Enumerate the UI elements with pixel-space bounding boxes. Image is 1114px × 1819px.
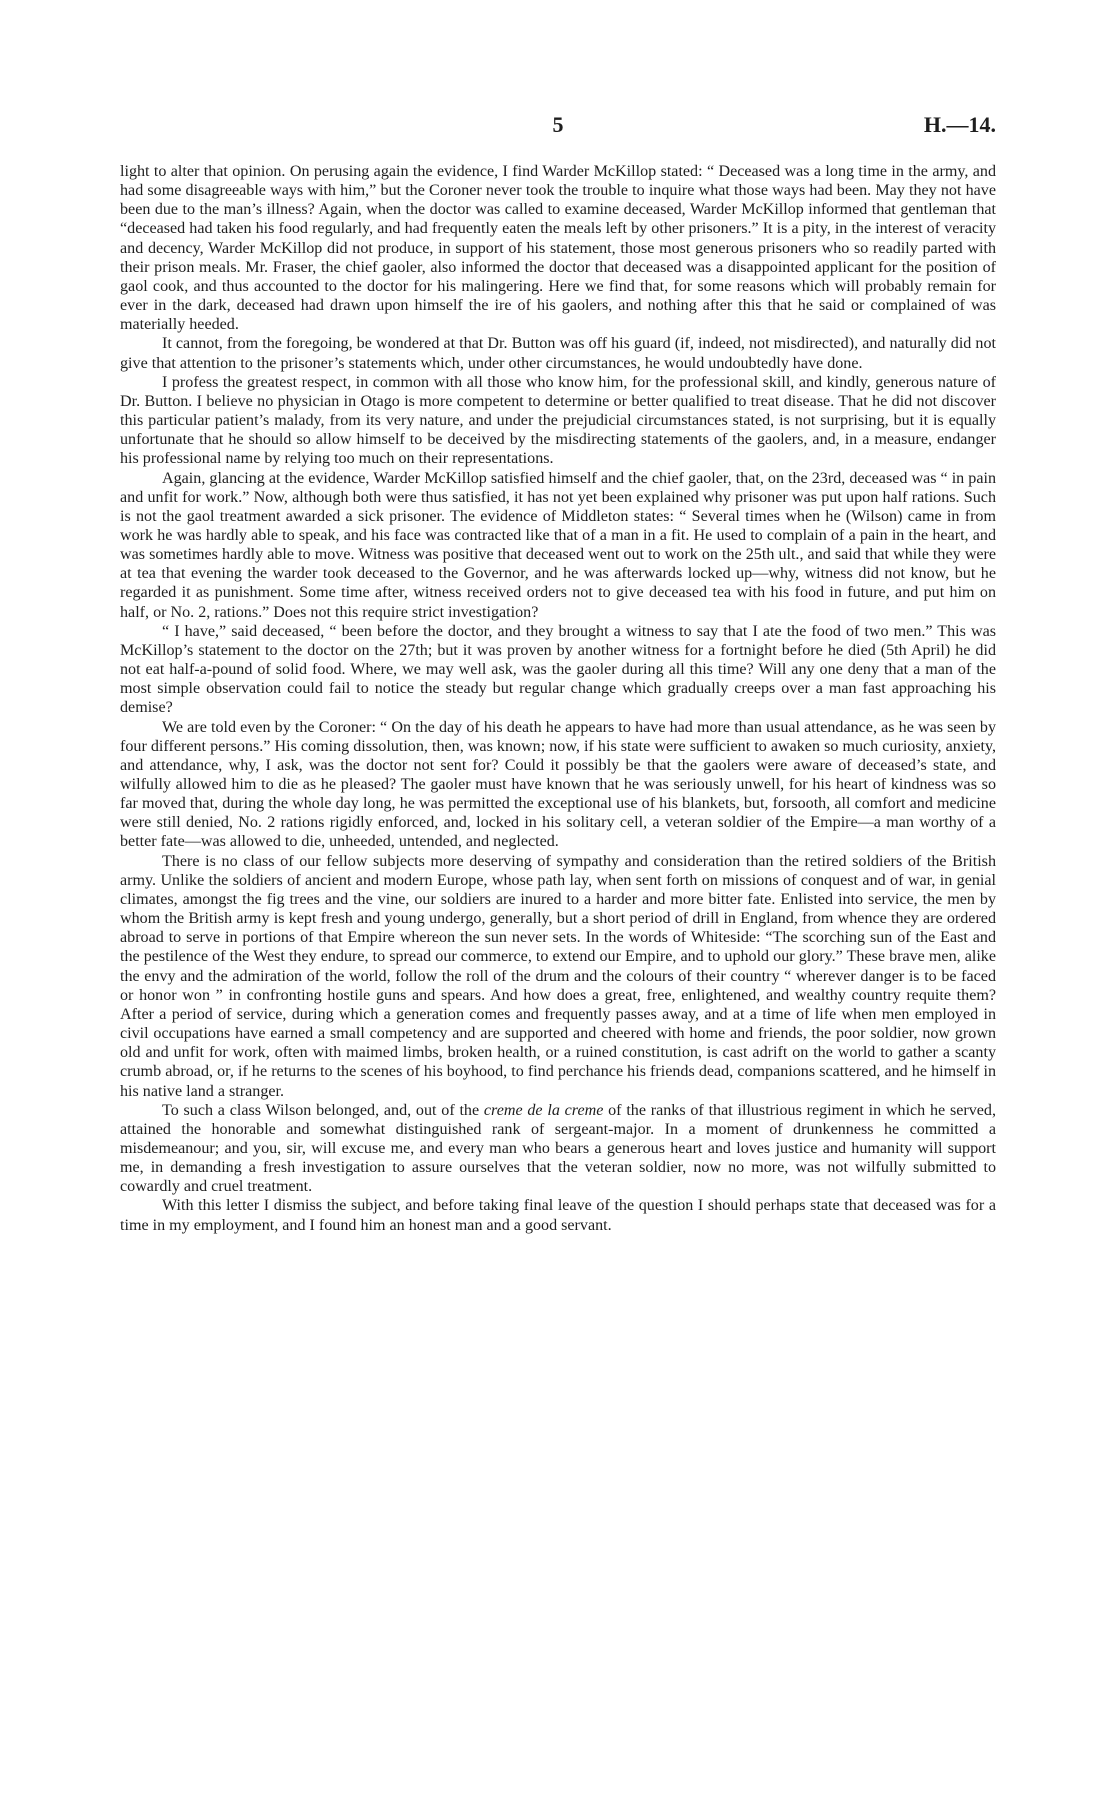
paragraph-8-end: of the ranks of that illustrious regiment in which he served, attained the honorable and somewhat distinguished rank of sergeant-major. In a moment of drunkenness he committed a misdemeanour; and you, sir, will excuse me, and every man who bears a generous heart and loves justice and humanity will support me, in demanding a fresh investigation to assure ourselves that the veteran soldier, now no more, was not wilfully submitted to cowardly and cruel treatment. [120,1101,996,1196]
paragraph-1: light to alter that opinion. On perusing again the evidence, I find Warder McKillop stated: “ Deceased was a long time in the army, and had some disagreeable ways with him,” but the Coroner never took the trouble to inquire what those ways had been. May they not have been due to the man’s illness? Again, when the doctor was called to examine deceased, Warder McKillop informed that gentleman that “deceased had taken his food regularly, and had frequently eaten the meals left by other prisoners.” It is a pity, in the interest of veracity and decency, Warder McKillop did not produce, in support of his statement, those most generous prisoners who so readily parted with their prison meals. Mr. Fraser, the chief gaoler, also informed the doctor that deceased was a disappointed applicant for the position of gaol cook, and thus accounted to the doctor for his malingering. Here we find that, for some reasons which will probably remain for ever in the dark, deceased had drawn upon himself the ire of his gaolers, and nothing after this that he said or complained of was materially heeded. [120,163,996,334]
page-number: 5 [552,112,564,137]
paragraph-2: It cannot, from the foregoing, be wondered at that Dr. Button was off his guard (if, indeed, not misdirected), and naturally did not give that attention to the prisoner’s statements which, under other circumstances, he would undoubtedly have done. [120,335,996,372]
letter-body [120,162,996,1235]
paragraph-8-start: To such a class Wilson belonged, and, out of the [162,1101,484,1119]
paragraph-5: “ I have,” said deceased, “ been before the doctor, and they brought a witness to say that I ate the food of two men.” This was McKillop’s statement to the doctor on the 27th; but it was proven by another witness for a fortnight before he died (5th April) he did not eat half-a-pound of solid food. Where, we may well ask, was the gaoler during all this time? Will any one deny that a man of the most simple observation could fail to notice the steady but regular change which gradually creeps over a man fast approaching his demise? [120,622,996,717]
document-code: H.—14. [923,112,996,137]
italic-phrase: creme de la creme [483,1101,604,1119]
paragraph-8 [120,1101,996,1197]
paragraph-3: I profess the greatest respect, in common with all those who know him, for the professional skill, and kindly, generous nature of Dr. Button. I believe no physician in Otago is more competent to determine or better qualified to treat disease. That he did not discover this particular patient’s malady, from its very nature, and under the prejudicial circumstances stated, is not surprising, but it is equally unfortunate that he should so allow himself to be deceived by the misdirecting statements of the gaolers, and, in a measure, endanger his professional name by relying too much on their representations. [120,373,996,468]
paragraph-9: With this letter I dismiss the subject, and before taking final leave of the question I should perhaps state that deceased was for a time in my employment, and I found him an honest man and a good servant. [120,1197,996,1234]
paragraph-6: We are told even by the Coroner: “ On the day of his death he appears to have had more than usual attendance, as he was seen by four different persons.” His coming dissolution, then, was known; now, if his state were sufficient to awaken so much curiosity, anxiety, and attendance, why, I ask, was the doctor not sent for? Could it possibly be that the gaolers were aware of deceased’s state, and wilfully allowed him to die as he pleased? The gaoler must have known that he was seriously unwell, for his heart of kindness was so far moved that, during the whole day long, he was permitted the exceptional use of his blankets, but, forsooth, all comfort and medicine were still denied, No. 2 rations rigidly enforced, and, locked in his solitary cell, a veteran soldier of the Empire—a man worthy of a better fate—was allowed to die, unheeded, untended, and neglected. [120,718,996,851]
page-header [120,112,996,142]
paragraph-7: There is no class of our fellow subjects more deserving of sympathy and consideration than the retired soldiers of the British army. Unlike the soldiers of ancient and modern Europe, whose path lay, when sent forth on missions of conquest and of war, in genial climates, amongst the fig trees and the vine, our soldiers are inured to a harder and more bitter fate. Enlisted into service, the men by whom the British army is kept fresh and young undergo, generally, but a short period of drill in England, from whence they are ordered abroad to serve in portions of that Empire whereon the sun never sets. In the words of Whiteside: “The scorching sun of the East and the pestilence of the West they endure, to spread our commerce, to extend our Empire, and to uphold our glory.” These brave men, alike the envy and the admiration of the world, follow the roll of the drum and the colours of their country “ wherever danger is to be faced or honor won ” in confronting hostile guns and spears. And how does a great, free, enlightened, and wealthy country requite them? After a period of service, during which a generation comes and frequently passes away, and at a time of life when men employed in civil occupations have earned a small competency and are supported and cheered with home and friends, the poor soldier, now grown old and unfit for work, often with maimed limbs, broken health, or a ruined constitution, is cast adrift on the world to gather a scanty crumb abroad, or, if he returns to the scenes of his boyhood, to find perchance his friends dead, companions scattered, and he himself in his native land a stranger. [120,852,996,1100]
paragraph-4: Again, glancing at the evidence, Warder McKillop satisfied himself and the chief gaoler, that, on the 23rd, deceased was “ in pain and unfit for work.” Now, although both were thus satisfied, it has not yet been explained why prisoner was put upon half rations. Such is not the gaol treatment awarded a sick prisoner. The evidence of Middleton states: “ Several times when he (Wilson) came in from work he was hardly able to speak, and his face was contracted like that of a man in a fit. He used to complain of a pain in the heart, and was sometimes hardly able to move. Witness was positive that deceased went out to work on the 25th ult., and said that while they were at tea that evening the warder took deceased to the Governor, and he was afterwards locked up—why, witness did not know, but he regarded it as punishment. Some time after, witness received orders not to give deceased tea with his food in future, and put him on half, or No. 2, rations.” Does not this require strict investigation? [120,469,996,621]
